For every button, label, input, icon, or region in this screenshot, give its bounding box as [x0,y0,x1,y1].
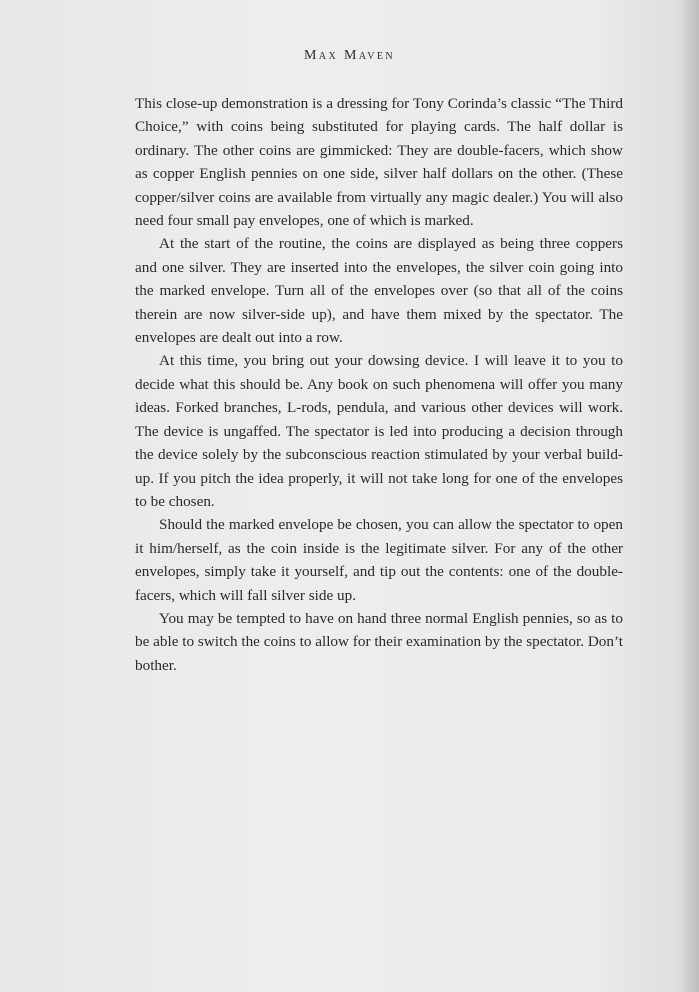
running-head: Max Maven [304,48,395,63]
paragraph-1: This close-up demonstration is a dressing for Tony Corinda’s classic “The Third Choice,” with coins being substituted for playing cards. The half dollar is ordinary. The other coins are gimmicked: They are double-facers, which show as copper English pennies on one side, silver half dollars on the other. (These copper/silver coins are available from virtually any magic dealer.) You will also need four small pay envelopes, one of which is marked. [135,95,623,230]
page-gutter-shadow [681,0,699,992]
paragraph-2: At the start of the routine, the coins are displayed as being three coppers and one silver. They are inserted into the envelopes, the silver coin going into the marked envelope. Turn all of the envelopes over (so that all of the coins therein are now silver-side up), and have them mixed by the spectator. The envelopes are dealt out into a row. [135,235,623,347]
body-text [135,92,623,677]
paragraph-4: Should the marked envelope be chosen, you can allow the spectator to open it him/herself, as the coin inside is the legitimate silver. For any of the other envelopes, simply take it yourself, and tip out the contents: one of the double-facers, which will fall silver side up. [135,516,623,604]
paragraph-3: At this time, you bring out your dowsing device. I will leave it to you to decide what this should be. Any book on such phenomena will offer you many ideas. Forked branches, L-rods, pendula, and various other devices will work. The device is ungaffed. The spectator is led into producing a decision through the device solely by the subconscious reaction stimulated by your verbal build-up. If you pitch the idea properly, it will not take long for one of the envelopes to be chosen. [135,352,623,510]
paragraph-5: You may be tempted to have on hand three normal English pennies, so as to be able to switch the coins to allow for their examination by the spectator. Don’t bother. [135,609,623,674]
